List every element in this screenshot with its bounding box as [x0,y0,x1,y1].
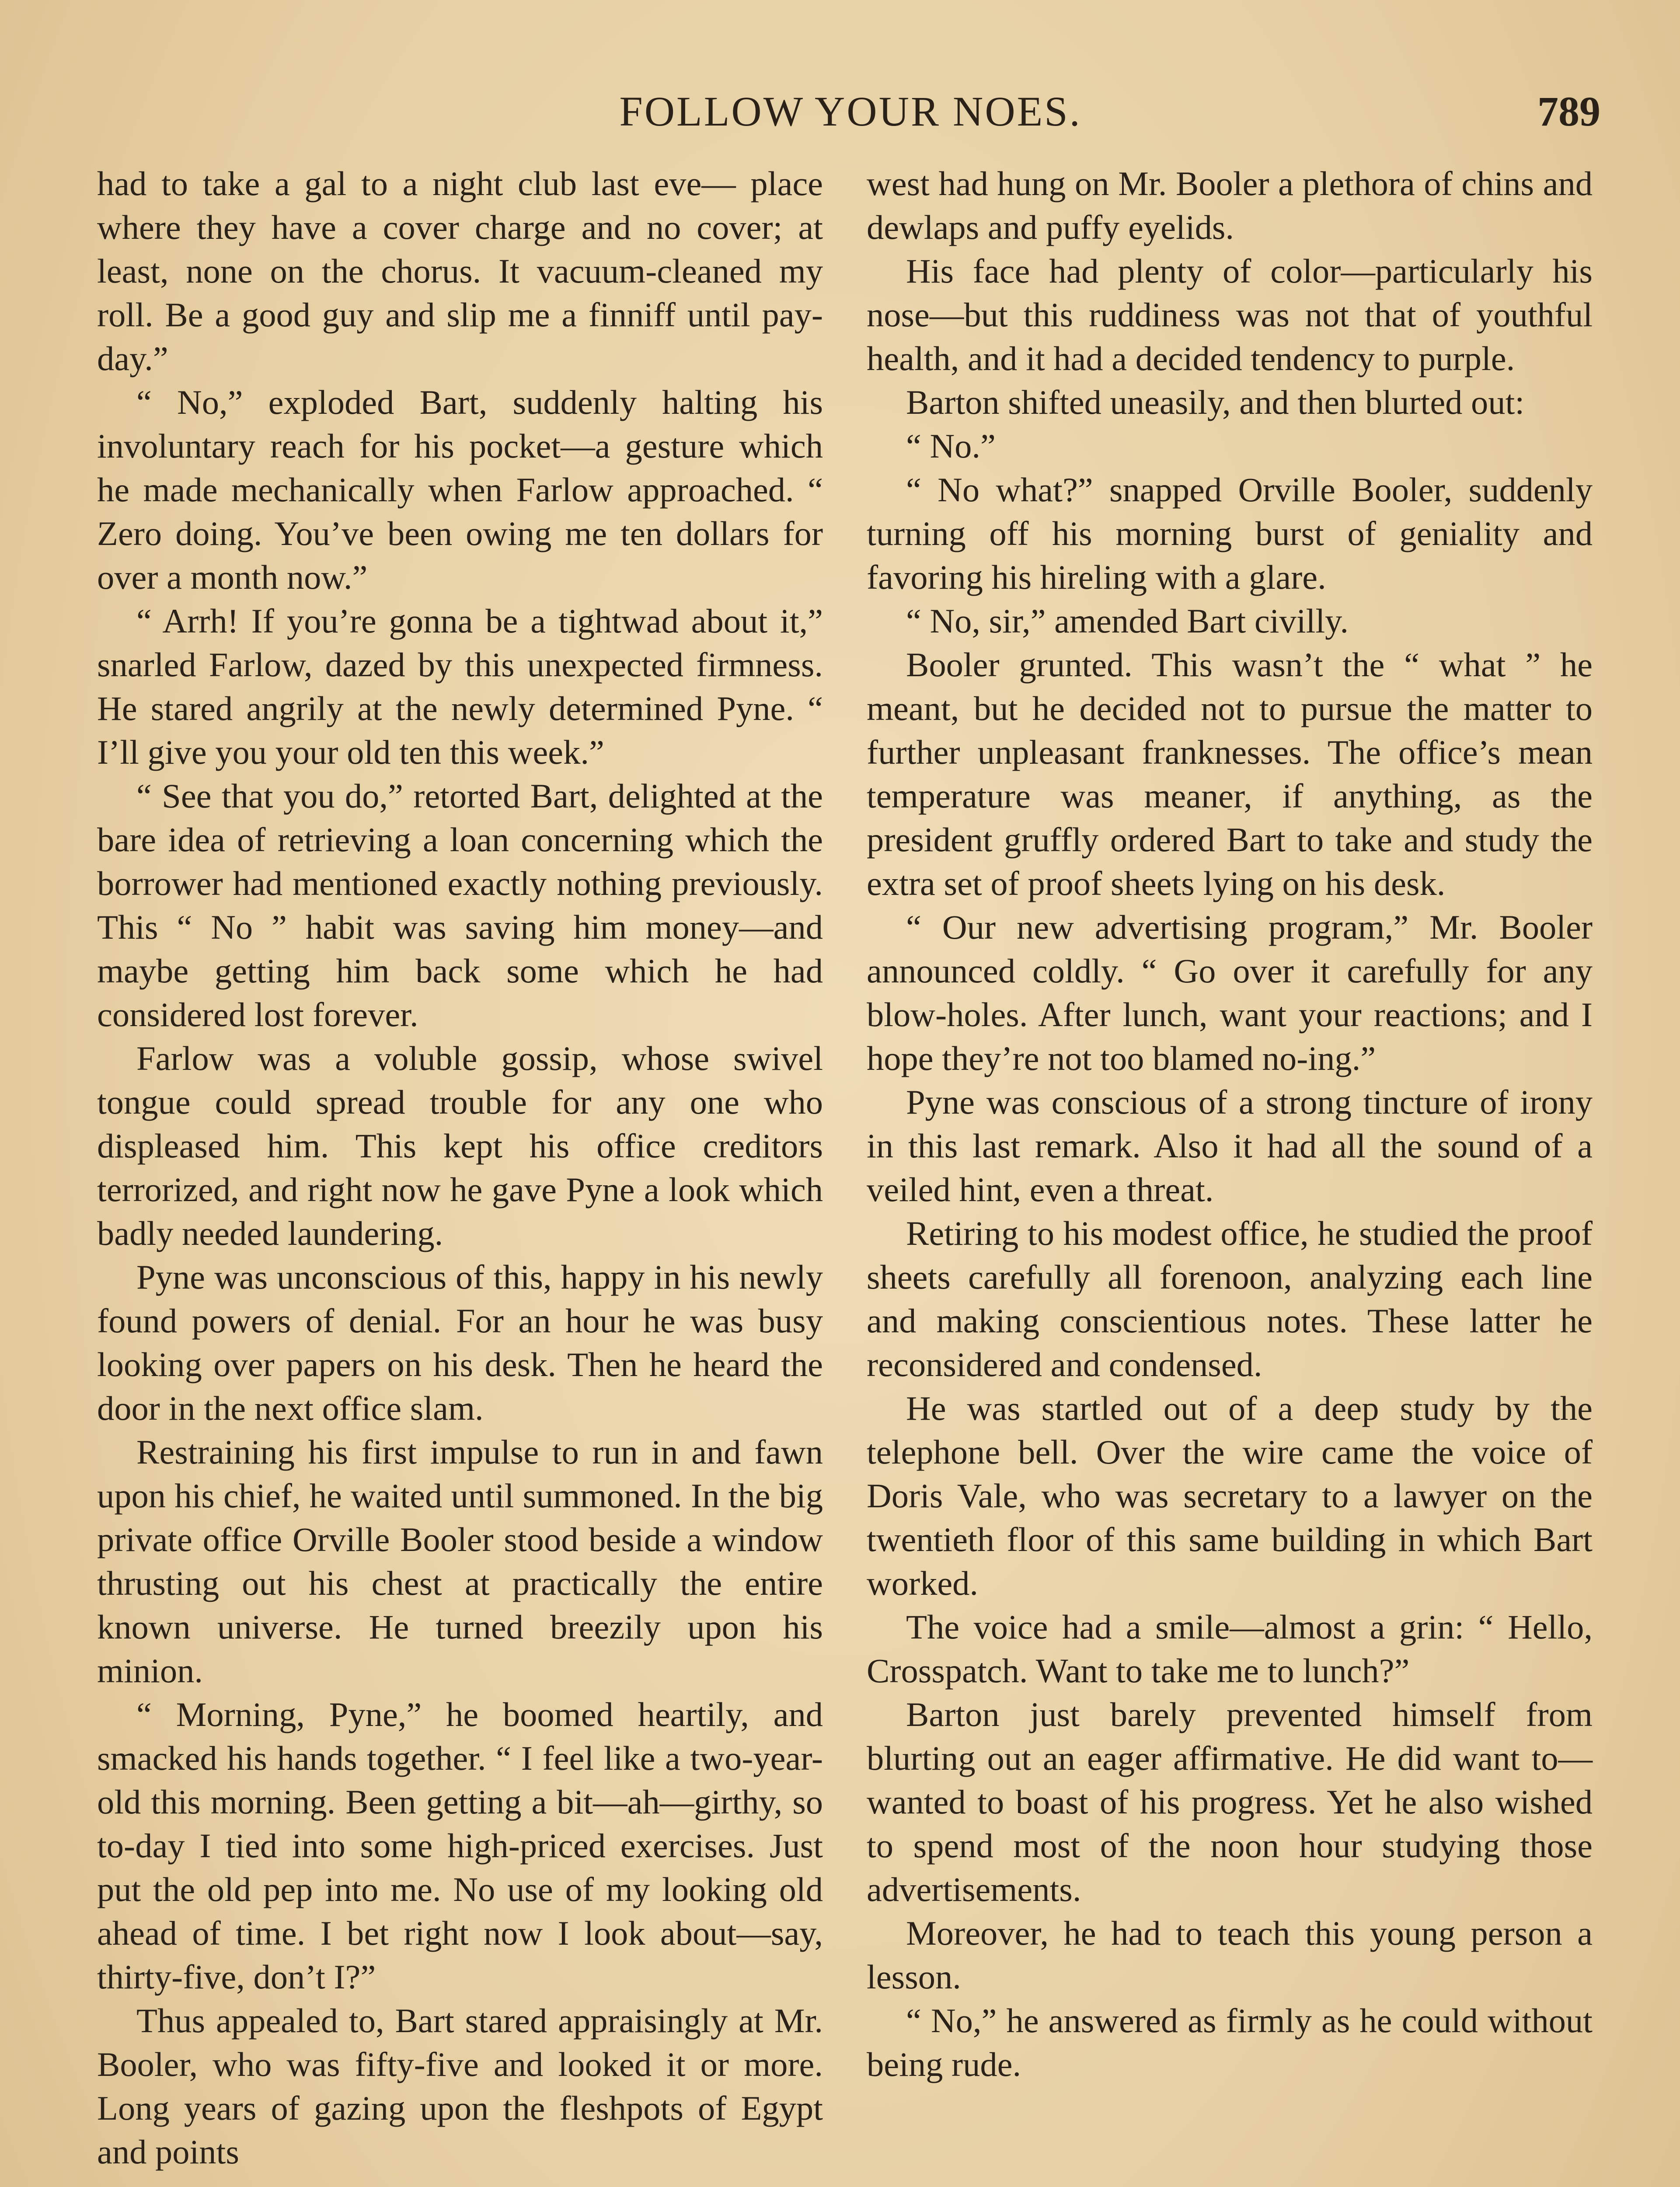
paragraph: “ No,” he answered as firmly as he could without being rude. [867,2002,1593,2083]
page-header [101,83,1600,140]
paragraph: “ No,” exploded Bart, suddenly halting his involuntary reach for his pocket—a gesture which he made mechanically when Farlow approached. “ Zero doing. You’ve been owing me ten dollars for over a month now.” [97,383,823,596]
right-column [867,162,1593,2187]
paragraph: “ Morning, Pyne,” he boomed heartily, and smacked his hands together. “ I feel like a two-year-old this morning. Been getting a bit—ah—girthy, so to-day I tied into some high-priced exercises. Just put the old pep into me. No use of my looking old ahead of time. I bet right now I look about—say, thirty-five, don’t I?” [97,1695,823,1996]
paragraph: Moreover, he had to teach this young person a lesson. [867,1914,1593,1996]
paragraph: “ Our new advertising program,” Mr. Booler announced coldly. “ Go over it carefully for any blow-holes. After lunch, want your reactions; and I hope they’re not too blamed no-ing.” [867,908,1593,1077]
paragraph: west had hung on Mr. Booler a plethora of chins and dewlaps and puffy eyelids. [867,164,1593,246]
paragraph: Barton shifted uneasily, and then blurted out: [906,383,1525,421]
page-number: 789 [1537,88,1600,135]
paragraph: Thus appealed to, Bart stared appraisingly at Mr. Booler, who was fifty-five and looked it or more. Long years of gazing upon the fleshpots of Egypt and points [97,2002,823,2171]
running-title: FOLLOW YOUR NOES. [619,88,1082,135]
paragraph: “ See that you do,” retorted Bart, delighted at the bare idea of retrieving a loan concerning which the borrower had mentioned exactly nothing previously. This “ No ” habit was saving him money—and maybe getting him back some which he had considered lost forever. [97,777,823,1034]
paragraph: “ No.” [906,427,996,465]
paragraph: “ Arrh! If you’re gonna be a tightwad about it,” snarled Farlow, dazed by this unexpected firmness. He stared angrily at the newly determined Pyne. “ I’ll give you your old ten this week.” [97,602,823,771]
paragraph: Pyne was conscious of a strong tincture of irony in this last remark. Also it had all the sound of a veiled hint, even a threat. [867,1083,1593,1209]
paragraph: Booler grunted. This wasn’t the “ what ” he meant, but he decided not to pursue the matter to further unpleasant franknesses. The office’s mean temperature was meaner, if anything, as the president gruffly ordered Bart to take and study the extra set of proof sheets lying on his desk. [867,646,1593,902]
paragraph: Retiring to his modest office, he studied the proof sheets carefully all forenoon, analyzing each line and making conscientious notes. These latter he reconsidered and condensed. [867,1214,1593,1383]
paragraph: Farlow was a voluble gossip, whose swivel tongue could spread trouble for any one who displeased him. This kept his office creditors terrorized, and right now he gave Pyne a look which badly needed laundering. [97,1039,823,1252]
paragraph: Barton just barely prevented himself from blurting out an eager affirmative. He did want to—wanted to boast of his progress. Yet he also wished to spend most of the noon hour studying those advertisements. [867,1695,1593,1908]
paragraph: Restraining his first impulse to run in and fawn upon his chief, he waited until summoned. In the big private office Orville Booler stood beside a window thrusting out his chest at practically the entire known universe. He turned breezily upon his minion. [97,1433,823,1690]
paragraph: The voice had a smile—almost a grin: “ Hello, Crosspatch. Want to take me to lunch?” [867,1608,1593,1690]
paragraph: Pyne was unconscious of this, happy in his newly found powers of denial. For an hour he was busy looking over papers on his desk. Then he heard the door in the next office slam. [97,1258,823,1427]
paragraph: “ No what?” snapped Orville Booler, suddenly turning off his morning burst of geniality and favoring his hireling with a glare. [867,471,1593,596]
text-columns [97,162,1593,2187]
paragraph: had to take a gal to a night club last eve— place where they have a cover charge and no cover; at least, none on the chorus. It vacuum-cleaned my roll. Be a good guy and slip me a finniff until pay-day.” [97,164,823,377]
paragraph: “ No, sir,” amended Bart civilly. [906,602,1349,640]
paragraph: He was startled out of a deep study by the telephone bell. Over the wire came the voice of Doris Vale, who was secretary to a lawyer on the twentieth floor of this same building in which Bart worked. [867,1389,1593,1602]
left-column [97,162,823,2187]
paragraph: His face had plenty of color—particularly his nose—but this ruddiness was not that of youthful health, and it had a decided tendency to purple. [867,252,1593,377]
